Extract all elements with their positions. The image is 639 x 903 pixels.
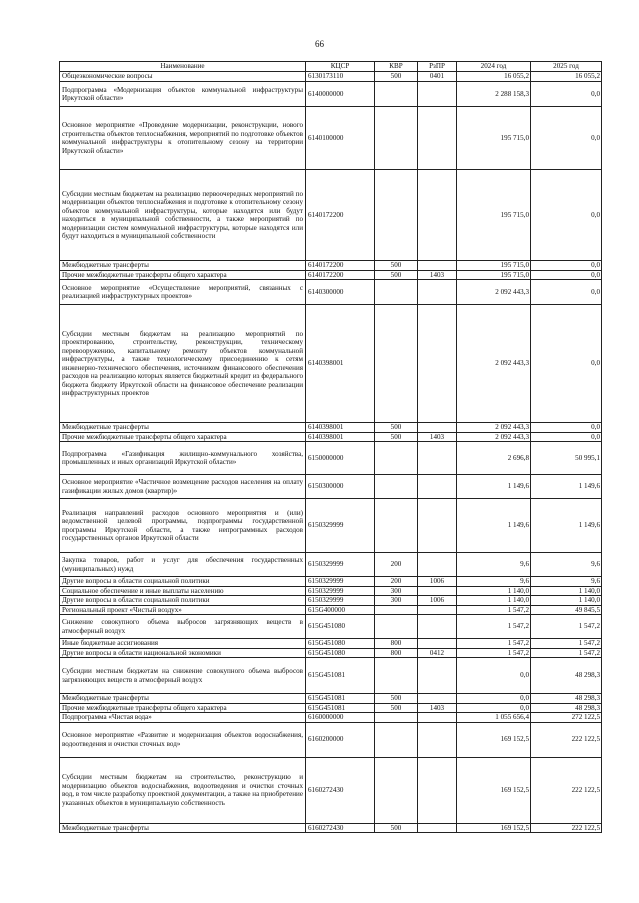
row-kvr: 500: [375, 261, 418, 271]
row-rzpr: 1403: [418, 270, 457, 280]
row-kcsr: 615G451081: [306, 694, 375, 704]
row-value-2024: 1 547,2: [457, 605, 531, 615]
row-kvr: [375, 475, 418, 499]
row-name: Межбюджетные трансферты: [60, 423, 306, 433]
row-value-2025: 0,0: [531, 270, 602, 280]
row-value-2025: 1 149,6: [531, 475, 602, 499]
row-kcsr: 6140100000: [306, 107, 375, 170]
row-kvr: [375, 757, 418, 823]
row-value-2024: 16 055,2: [457, 72, 531, 82]
row-name: Подпрограмма «Газификация жилищно-коммунального хозяйства, промышленных и иных организаций Иркутской области»: [60, 442, 306, 475]
table-row: [60, 442, 602, 475]
row-name: Субсидии местным бюджетам на строительство, реконструкцию и модернизацию объектов водоснабжения, водоотведения и очистки сточных вод, в том числе разработку проектной документации, а также на приобретение указанных объектов в муниципальную собственность: [60, 757, 306, 823]
row-kcsr: 6150329999: [306, 553, 375, 577]
row-kcsr: 6140172200: [306, 170, 375, 261]
row-value-2025: 1 149,6: [531, 499, 602, 553]
table-row: [60, 615, 602, 639]
row-name: Прочие межбюджетные трансферты общего характера: [60, 703, 306, 713]
table-row: [60, 475, 602, 499]
row-name: Общеэкономические вопросы: [60, 72, 306, 82]
row-name: Основное мероприятие «Частичное возмещение расходов населения на оплату газификации жилых домов (квартир)»: [60, 475, 306, 499]
row-kvr: 500: [375, 694, 418, 704]
row-kvr: 500: [375, 703, 418, 713]
table-row: [60, 694, 602, 704]
row-value-2024: 195 715,0: [457, 170, 531, 261]
row-name: Основное мероприятие «Осуществление мероприятий, связанных с реализацией инфраструктурных проектов»: [60, 280, 306, 305]
row-kvr: [375, 82, 418, 107]
row-value-2024: 9,6: [457, 553, 531, 577]
row-value-2025: 9,6: [531, 577, 602, 587]
row-value-2024: 1 547,2: [457, 615, 531, 639]
row-rzpr: 1006: [418, 577, 457, 587]
row-kvr: [375, 107, 418, 170]
row-name: Субсидии местным бюджетам на реализацию первоочередных мероприятий по модернизации объектов теплоснабжения и подготовке к отопительному сезону объектов коммунальной инфраструктуры, которые находятся или будут находиться в муниципальной собственности, а также мероприятий по модернизации систем коммунальной инфраструктуры, которые находятся или будут находиться в муниципальной собственности: [60, 170, 306, 261]
row-value-2025: 1 547,2: [531, 648, 602, 658]
row-kvr: 800: [375, 639, 418, 649]
row-value-2024: 195 715,0: [457, 107, 531, 170]
row-kvr: [375, 713, 418, 723]
row-name: Субсидии местным бюджетам на реализацию мероприятий по проектированию, строительству, реконструкции, техническому перевооружению, капитальному ремонту объектов коммунальной инфраструктуры, а также технологическому присоединению к сетям инженерно-технического обеспечения, источником финансового обеспечения расходов на реализацию которых является бюджетный кредит из федерального бюджета бюджету Иркутской области на финансовое обеспечение реализации инфраструктурных проектов: [60, 305, 306, 423]
row-name: Другие вопросы в области национальной экономики: [60, 648, 306, 658]
row-kcsr: 6140398001: [306, 305, 375, 423]
row-rzpr: [418, 170, 457, 261]
header-rzpr: РзПР: [418, 62, 457, 72]
row-value-2025: 49 845,5: [531, 605, 602, 615]
row-name: Основное мероприятие «Развитие и модернизация объектов водоснабжения, водоотведения и очистки сточных вод»: [60, 722, 306, 757]
table-row: [60, 170, 602, 261]
row-rzpr: [418, 442, 457, 475]
table-row: [60, 82, 602, 107]
row-rzpr: [418, 305, 457, 423]
row-kvr: 200: [375, 553, 418, 577]
row-name: Снижение совокупного объема выбросов загрязняющих веществ в атмосферный воздух: [60, 615, 306, 639]
row-value-2025: 16 055,2: [531, 72, 602, 82]
row-rzpr: [418, 475, 457, 499]
header-kvr: КВР: [375, 62, 418, 72]
table-row: [60, 757, 602, 823]
row-kcsr: 615G451080: [306, 615, 375, 639]
row-kcsr: 615G451081: [306, 658, 375, 694]
row-value-2024: 1 149,6: [457, 475, 531, 499]
row-value-2024: 0,0: [457, 703, 531, 713]
row-value-2025: 1 547,2: [531, 639, 602, 649]
row-value-2025: 1 140,0: [531, 596, 602, 606]
row-name: Закупка товаров, работ и услуг для обеспечения государственных (муниципальных) нужд: [60, 553, 306, 577]
row-name: Прочие межбюджетные трансферты общего характера: [60, 432, 306, 442]
row-rzpr: [418, 107, 457, 170]
row-rzpr: 1403: [418, 432, 457, 442]
table-row: [60, 713, 602, 723]
row-value-2024: 2 696,8: [457, 442, 531, 475]
table-body: [60, 72, 602, 833]
row-rzpr: [418, 658, 457, 694]
row-value-2024: 2 092 443,3: [457, 432, 531, 442]
row-value-2024: 2 288 158,3: [457, 82, 531, 107]
row-value-2024: 1 547,2: [457, 648, 531, 658]
row-value-2024: 1 140,0: [457, 596, 531, 606]
row-rzpr: [418, 757, 457, 823]
row-value-2025: 0,0: [531, 280, 602, 305]
row-value-2024: 9,6: [457, 577, 531, 587]
row-value-2025: 0,0: [531, 107, 602, 170]
row-value-2024: 0,0: [457, 658, 531, 694]
row-value-2024: 2 092 443,3: [457, 305, 531, 423]
row-kvr: 800: [375, 648, 418, 658]
row-value-2024: 169 152,5: [457, 757, 531, 823]
row-value-2024: 1 140,0: [457, 586, 531, 596]
row-kvr: [375, 615, 418, 639]
row-rzpr: [418, 605, 457, 615]
row-rzpr: [418, 82, 457, 107]
row-rzpr: [418, 553, 457, 577]
table-row: [60, 658, 602, 694]
row-rzpr: [418, 722, 457, 757]
row-kcsr: 615G400000: [306, 605, 375, 615]
row-value-2025: 50 995,1: [531, 442, 602, 475]
row-kcsr: 615G451080: [306, 648, 375, 658]
row-kcsr: 6140000000: [306, 82, 375, 107]
row-rzpr: [418, 823, 457, 833]
row-value-2025: 0,0: [531, 423, 602, 433]
row-kcsr: 6150329999: [306, 586, 375, 596]
header-name: Наименование: [60, 62, 306, 72]
row-kcsr: 6150300000: [306, 475, 375, 499]
row-kvr: [375, 280, 418, 305]
page-number: 66: [315, 39, 324, 49]
row-kcsr: 6150329999: [306, 596, 375, 606]
row-kcsr: 6160200000: [306, 722, 375, 757]
table-row: [60, 553, 602, 577]
row-rzpr: [418, 499, 457, 553]
table-row: [60, 648, 602, 658]
row-rzpr: 1403: [418, 703, 457, 713]
row-value-2024: 195 715,0: [457, 270, 531, 280]
row-value-2025: 0,0: [531, 170, 602, 261]
table-row: [60, 722, 602, 757]
row-value-2025: 272 122,5: [531, 713, 602, 723]
row-kvr: [375, 658, 418, 694]
row-kvr: 500: [375, 823, 418, 833]
row-value-2025: 0,0: [531, 82, 602, 107]
table-row: [60, 432, 602, 442]
row-name: Другие вопросы в области социальной политики: [60, 577, 306, 587]
row-rzpr: 0401: [418, 72, 457, 82]
row-kcsr: 6140398001: [306, 432, 375, 442]
row-name: Подпрограмма «Чистая вода»: [60, 713, 306, 723]
table-row: [60, 499, 602, 553]
row-value-2025: 48 298,3: [531, 703, 602, 713]
row-kcsr: 6140398001: [306, 423, 375, 433]
table-row: [60, 586, 602, 596]
table-row: [60, 305, 602, 423]
row-kvr: 200: [375, 577, 418, 587]
row-kvr: 500: [375, 423, 418, 433]
table-row: [60, 639, 602, 649]
row-kvr: 500: [375, 72, 418, 82]
table-row: [60, 107, 602, 170]
row-rzpr: [418, 694, 457, 704]
row-kcsr: 6160272430: [306, 823, 375, 833]
row-name: Межбюджетные трансферты: [60, 823, 306, 833]
row-kvr: 300: [375, 586, 418, 596]
row-name: Иные бюджетные ассигнования: [60, 639, 306, 649]
row-rzpr: [418, 713, 457, 723]
row-value-2024: 169 152,5: [457, 823, 531, 833]
row-value-2025: 1 140,0: [531, 586, 602, 596]
row-value-2025: 0,0: [531, 432, 602, 442]
table-row: [60, 280, 602, 305]
row-kcsr: 6150000000: [306, 442, 375, 475]
header-kcsr: КЦСР: [306, 62, 375, 72]
table-row: [60, 270, 602, 280]
row-value-2024: 2 092 443,3: [457, 280, 531, 305]
table-row: [60, 423, 602, 433]
table-row: [60, 605, 602, 615]
row-value-2025: 48 298,3: [531, 694, 602, 704]
row-kvr: 500: [375, 270, 418, 280]
row-kcsr: 6160272430: [306, 757, 375, 823]
row-rzpr: 0412: [418, 648, 457, 658]
table-header-row: [60, 62, 602, 72]
row-kcsr: 6150329999: [306, 577, 375, 587]
row-value-2024: 2 092 443,3: [457, 423, 531, 433]
row-value-2025: 0,0: [531, 261, 602, 271]
table-row: [60, 596, 602, 606]
row-name: Реализация направлений расходов основного мероприятия и (или) ведомственной целевой программы, подпрограммы государственной программы Иркутской области, а также непрограммных расходов государственных органов Иркутской области: [60, 499, 306, 553]
row-name: Социальное обеспечение и иные выплаты населению: [60, 586, 306, 596]
row-name: Прочие межбюджетные трансферты общего характера: [60, 270, 306, 280]
table-row: [60, 72, 602, 82]
row-value-2024: 1 055 656,4: [457, 713, 531, 723]
row-name: Другие вопросы в области социальной политики: [60, 596, 306, 606]
row-kvr: 300: [375, 596, 418, 606]
table-row: [60, 823, 602, 833]
table-row: [60, 577, 602, 587]
row-value-2024: 1 547,2: [457, 639, 531, 649]
table-row: [60, 703, 602, 713]
row-name: Межбюджетные трансферты: [60, 694, 306, 704]
row-value-2025: 1 547,2: [531, 615, 602, 639]
row-name: Межбюджетные трансферты: [60, 261, 306, 271]
row-kcsr: 615G451081: [306, 703, 375, 713]
row-kcsr: 6130173110: [306, 72, 375, 82]
row-name: Основное мероприятие «Проведение модернизации, реконструкции, нового строительства объектов теплоснабжения, мероприятий по подготовке объектов коммунальной инфраструктуры к отопительному сезону на территории Иркутской области»: [60, 107, 306, 170]
row-rzpr: [418, 586, 457, 596]
row-value-2025: 48 298,3: [531, 658, 602, 694]
row-value-2025: 0,0: [531, 305, 602, 423]
row-kvr: [375, 499, 418, 553]
row-kvr: [375, 442, 418, 475]
row-value-2024: 0,0: [457, 694, 531, 704]
budget-table: [59, 61, 602, 833]
row-value-2025: 222 122,5: [531, 823, 602, 833]
row-value-2024: 195 715,0: [457, 261, 531, 271]
row-kcsr: 615G451080: [306, 639, 375, 649]
row-value-2024: 1 149,6: [457, 499, 531, 553]
row-kvr: [375, 305, 418, 423]
row-name: Субсидии местным бюджетам на снижение совокупного объема выбросов загрязняющих веществ в атмосферный воздух: [60, 658, 306, 694]
row-kcsr: 6140172200: [306, 270, 375, 280]
row-rzpr: [418, 261, 457, 271]
header-2025: 2025 год: [531, 62, 602, 72]
row-name: Подпрограмма «Модернизация объектов коммунальной инфраструктуры Иркутской области»: [60, 82, 306, 107]
row-kcsr: 6150329999: [306, 499, 375, 553]
row-kcsr: 6140300000: [306, 280, 375, 305]
row-rzpr: [418, 615, 457, 639]
row-kvr: 500: [375, 432, 418, 442]
row-value-2025: 222 122,5: [531, 722, 602, 757]
row-value-2024: 169 152,5: [457, 722, 531, 757]
row-value-2025: 9,6: [531, 553, 602, 577]
row-kcsr: 6160000000: [306, 713, 375, 723]
row-value-2025: 222 122,5: [531, 757, 602, 823]
row-rzpr: 1006: [418, 596, 457, 606]
table-row: [60, 261, 602, 271]
row-kvr: [375, 170, 418, 261]
row-rzpr: [418, 280, 457, 305]
row-kvr: [375, 605, 418, 615]
row-kcsr: 6140172200: [306, 261, 375, 271]
row-rzpr: [418, 423, 457, 433]
row-name: Региональный проект «Чистый воздух»: [60, 605, 306, 615]
row-rzpr: [418, 639, 457, 649]
row-kvr: [375, 722, 418, 757]
header-2024: 2024 год: [457, 62, 531, 72]
